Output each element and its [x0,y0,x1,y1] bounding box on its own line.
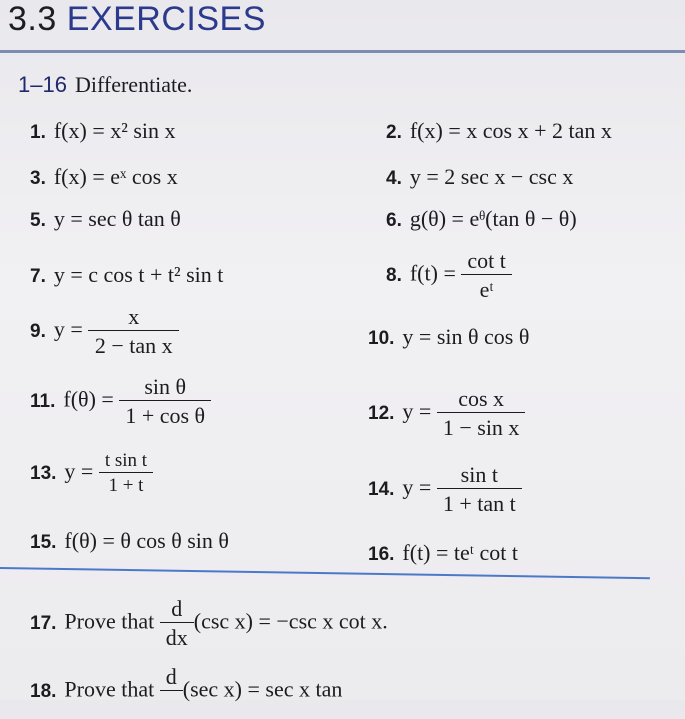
fraction: $\frac{\text{cos x}}{\text{1 − sin x}}$ [437,386,526,441]
exercise-6: 6. g(θ) = eᶿ(tan θ − θ) [386,206,577,231]
title-rule [0,50,685,53]
exercise-7: 7. y = c cos t + t² sin t [30,262,224,287]
fraction: $\frac{\text{sin θ}}{\text{1 + cos θ}}$ [119,374,211,429]
exercise-1: 1. f(x) = x² sin x [30,118,176,143]
exercise-18: 18. Prove that d (sec x) = sec x tan [30,664,342,719]
exercise-4: 4. y = 2 sec x − csc x [386,164,574,189]
section-title [8,0,266,39]
section-heading: EXERCISES [66,0,266,38]
exercise-2: 2. f(x) = x cos x + 2 tan x [386,118,612,143]
exercise-16: 16. f(t) = teᵗ cot t [368,540,518,565]
derivative-fraction: $\frac{d}{dx}$ [160,596,194,651]
exercise-3: 3. f(x) = eˣ cos x [30,164,178,189]
fraction: $\frac{\text{t sin t}}{1 + t}$ [99,450,153,497]
derivative-fraction: d [160,664,183,719]
instruction-text: Differentiate. [74,72,193,97]
divider-rule [0,567,650,579]
fraction: $\frac{x}{\text{2 − tan x}}$ [88,304,179,359]
instruction-line [18,72,192,98]
section-number: 3.3 [8,0,57,38]
exercise-17: 17. Prove that $\frac{d}{dx}$ (csc x) = −csc x cot x. [30,596,388,650]
fraction: $\frac{\text{sin t}}{\text{1 + tan t}}$ [437,462,522,517]
exercise-14: 14. y = $\frac{\text{sin t}}{\text{1 + tan t}}$ [368,462,522,517]
exercise-12: 12. y = $\frac{\text{cos x}}{\text{1 − sin x}}$ [368,386,525,441]
exercise-11: 11. f(θ) = $\frac{\text{sin θ}}{\text{1 + cos θ}}$ [30,374,211,429]
exercise-10: 10. y = sin θ cos θ [368,324,530,349]
exercise-range: 1–16 [18,72,67,97]
exercise-15: 15. f(θ) = θ cos θ sin θ [30,528,229,553]
exercise-5: 5. y = sec θ tan θ [30,206,181,231]
exercise-13: 13. y = $\frac{\text{t sin t}}{1 + t}$ [30,450,153,497]
exercise-8: 8. f(t) = $\frac{\text{cot t}}{\text{eᵗ}}$ [386,248,512,303]
fraction: $\frac{\text{cot t}}{\text{eᵗ}}$ [461,248,512,303]
exercise-9: 9. y = $\frac{x}{\text{2 − tan x}}$ [30,304,179,359]
